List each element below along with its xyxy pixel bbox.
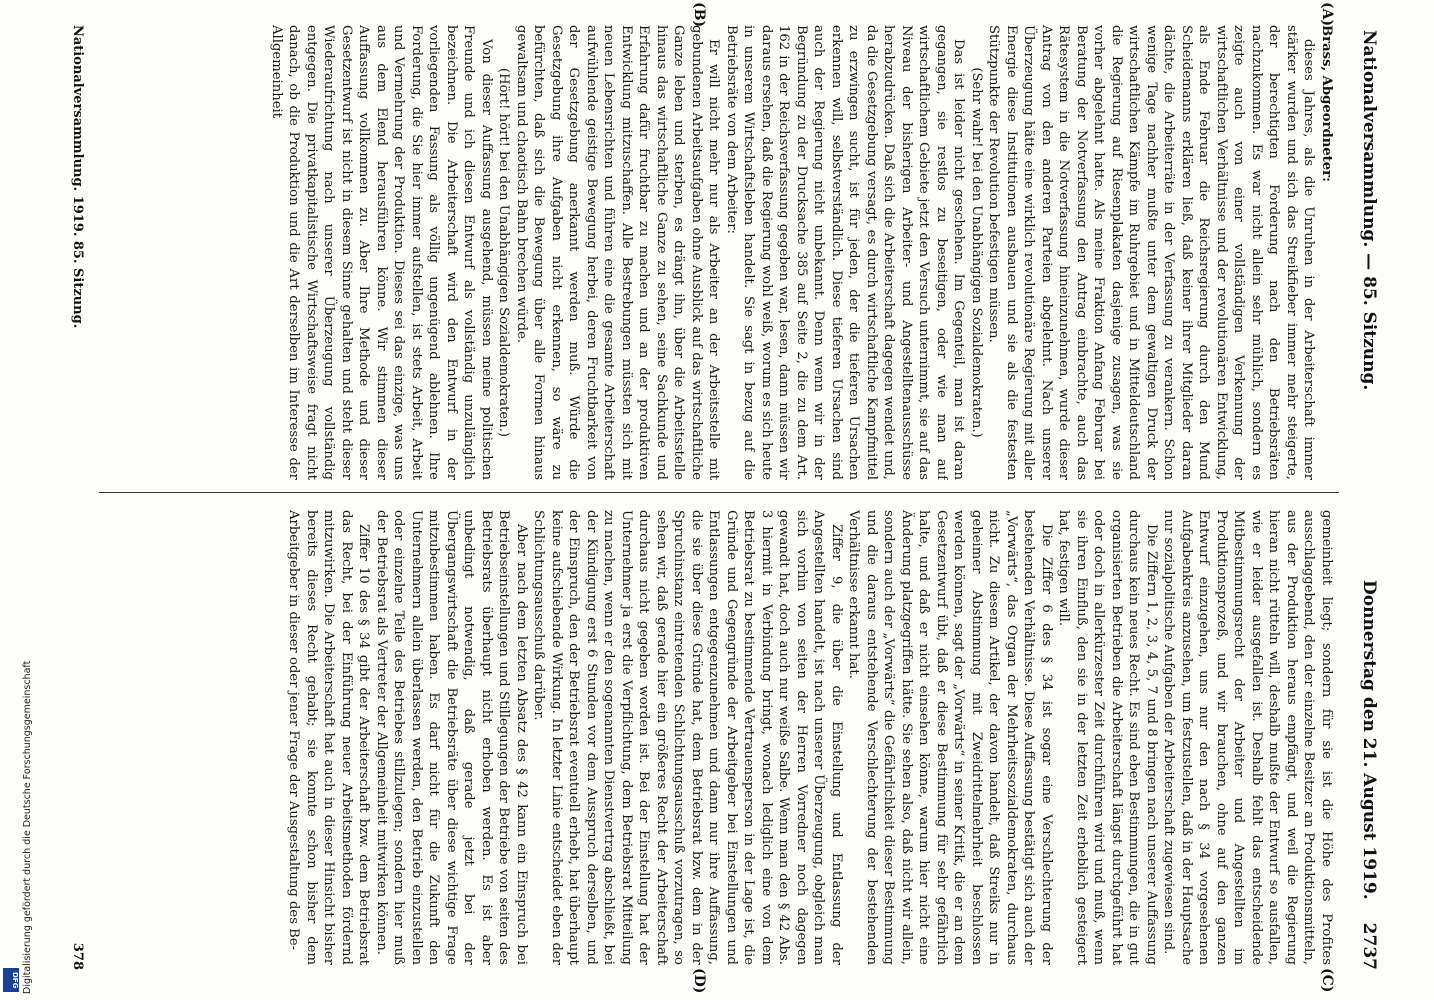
dfg-logo: DFG (3, 968, 19, 992)
paragraph: gemeinheit liegt; sondern für sie ist die Höhe des Profites ausschlaggebend, den der einzelne Besitzer an Produktionsmitteln, aus der Produktion heraus empfängt, und weil die Regierung hieran nicht rütteln will, deshalb mußte der Entwurf so ausfallen, wie er leider ausgefallen ist. Deshalb fehlt das entscheidende Mitbestimmungsrecht der Arbeiter und Angestellten im Produktionsprozeß, und wir brauchen, ohne auf den ganzen Entwurf einzugehen, uns nur den nach § 34 vorgesehenen Aufgabenkreis anzusehen, um festzustellen, daß in der Hauptsache nur sozialpolitische Aufgaben der Arbeiterschaft zugewiesen sind. (1161, 510, 1334, 965)
paragraph: Ziffer 9, die über die Einstellung und Entlassung der Angestellten handelt, ist nach unserer Überzeugung, obgleich man sich vorhin von seiten der Herren Vorredner noch dagegen gewandt hat, doch auch nur weiße Salbe. Wenn man den § 42 Abs. 3 hiermit in Verbindung bringt, wonach lediglich eine von dem Betriebsrat zu bestimmende Vertrauensperson in der Lage ist, die Gründe und Gegengründe der Arbeitgeber bei Einstellungen und Entlassungen entgegenzunehmen und dann nur ihre Auffassung, die sie über diese Gründe hat, dem Betriebsrat bzw. dem in der Spruchinstanz eintretenden Schlichtungsausschuß vorzutragen, so sehen wir, daß gerade hier ein größeres Recht der Arbeiterschaft durchaus nicht gegeben worden ist. Bei der Einstellung hat der Unternehmer ja erst die Verpflichtung, dem Betriebsrat Mitteilung zu machen, wenn er den sogenannten Dienstvertrag abschließt, bei der Kündigung erst 6 Stunden vor dem Ausspruch derselben, und der Einspruch, den der Betriebsrat eventuell erhebt, hat überhaupt keine aufschiebende Wirkung. In letzter Linie entscheidet eben der Schlichtungsausschuß darüber. (531, 510, 844, 965)
margin-marker-b: (B) (691, 2, 707, 28)
paragraph: Aber nach dem letzten Absatz des § 42 kann ein Einspruch bei Betriebseinstellungen und Stillegungen der Betriebe von seiten des Betriebsrats überhaupt nicht erhoben werden. Es ist aber unbedingt notwendig, daß gerade jetzt bei der Übergangswirtschaft die Betriebsräte über diese wichtige Frage mitzubestimmen haben. Es darf nicht für die Zukunft den Unternehmern allein überlassen werden, den Betrieb einzustellen oder einzelne Teile des Betriebes stillzulegen; sondern hier muß der Betriebsrat als Vertreter der Allgemeinheit mitwirken können. (374, 510, 529, 965)
left-column (95, 25, 1335, 480)
paragraph: Die Ziffer 6 des § 34 ist sogar eine Verschlechterung der bestehenden Verhältnisse. Diese Auffassung bestätigt sich auch der „Vorwärts“, das Organ der Mehrheitssozialdemokraten, durchaus nicht. Zu diesem Artikel, der davon handelt, daß Streiks nur in geheimer Abstimmung mit Zweidrittelmehrheit beschlossen werden können, sagt der „Vorwärts“ in seiner Kritik, die er an dem Gesetzentwurf übt, daß er diese Bestimmung für sehr gefährlich halte, und daß er nicht einsehen könne, warum hier nicht eine Änderung platzgegriffen hätte. Sie sehen also, daß nicht wir allein, sondern auch der „Vorwärts“ die Gefährlichkeit dieser Bestimmung und die daraus entstehende Verschlechterung der bestehenden Verhältnisse erkannt hat. (846, 510, 1054, 965)
footer-page-number: 378 (70, 942, 85, 970)
right-column (95, 510, 1335, 965)
paragraph: Die Ziffern 1, 2, 3, 4, 5, 7 und 8 bringen nach unserer Auffassung durchaus kein neues Recht. Es sind eben Bestimmungen, die in gut organisierten Betrieben die Arbeiterschaft längst durchgeführt hat oder doch in allerkürzester Zeit durchführen wird und muß, wenn sie ihren Einfluß, den sie in der letzten Zeit erheblich gesteigert hat, festigen will. (1056, 510, 1159, 965)
page-header (1347, 20, 1387, 980)
rotated-page-content (35, 0, 1387, 1000)
funding-credit: Digitalisierung gefördert durch die Deutsche Forschungsgemeinschaft (22, 660, 33, 994)
interjection: (Sehr wahr! bei den Unabhängigen Sozialdemokraten.) (969, 67, 984, 438)
page-number: 2737 (1359, 922, 1379, 970)
column-divider (99, 492, 1339, 493)
paragraph: Von dieser Auffassung ausgehend, müssen meine politischen Freunde und ich diesen Entwurf als vollständig unzulänglich bezeichnen. Die Arbeiterschaft wird den Entwurf in der vorliegenden Fassung als völlig ungenügend ablehnen. Ihre Forderung, die Sie hier immer aufstellen, ist stets Arbeit, Arbeit und Vermehrung der Produktion. Dieses sei das einzige, was uns aus dem Elend herausführen könne. Wir stimmen dieser Auffassung vollkommen zu. Aber Ihre Methode und dieser Gesetzentwurf ist nicht in diesem Sinne gehalten und steht dieser Wiederaufrichtung nach unserer Überzeugung vollständig entgegen. Die privatkapitalistische Wirtschaftsweise fragt nicht danach, ob die Produktion und die Art derselben im Interesse der Allgemeinheit (269, 25, 494, 480)
paragraph: Das ist leider nicht geschehen. Im Gegenteil, man ist daran gegangen, sie restlos zu beseitigen, oder wie man auf wirtschaftlichem Gebiete jetzt den Versuch unternimmt, sie auf das Niveau der bisherigen Arbeiter- und Angestelltenausschüsse herabzudrücken. Daß sich die Arbeiterschaft dagegen wendet und, da die Gesetzgebung versagt, es durch wirtschaftliche Kampfmittel zu erzwingen sucht, ist für jeden, der die tieferen Ursachen erkennen will, selbstverständlich. Diese tieferen Ursachen sind auch der Regierung nicht unbekannt. Denn wenn wir in der Begründung zu der Drucksache 385 auf Seite 2, die zu dem Art. 162 in der Reichsverfassung gegeben war, lesen, dann müssen wir daraus ersehen, daß die Regierung wohl weiß, worum es sich heute in unserem Wirtschaftsleben handelt. Sie sagt in bezug auf die Betriebsräte von dem Arbeiter: (724, 25, 967, 480)
speaker-label: Brass, Abgeordneter: (1319, 25, 1334, 182)
footer-left: Nationalversammlung. 1919. 85. Sitzung. (70, 25, 85, 329)
margin-marker-d: (D) (691, 968, 707, 994)
header-left-title: Nationalversammlung. — 85. Sitzung. (1359, 30, 1379, 391)
margin-marker-a: (A) (1319, 2, 1335, 27)
paragraph: dieses Jahres, als die Unruhen in der Arbeiterschaft immer stärker wurden und sich das Streikfieber immer mehr steigerte, der berechtigten Forderung nach den Betriebsräten nachzukommen. Es war nicht allein sehr mühlich, sondern es zeigte auch von einer vollständigen Verkennung der wirtschaftlichen Verhältnisse und der revolutionären Entwicklung, als Ende Februar die Reichsregierung durch den Mund Scheidemanns erklären ließ, daß keiner ihrer Mitglieder daran dächte, die Arbeiterräte in der Verfassung zu verankern. Schon wenige Tage nachher mußte unter dem gewaltigen Druck der wirtschaftlichen Kämpfe im Ruhrgebiet und in Mitteldeutschland die Regierung auf Riesenplakaten dasjenige zusagen, was sie vorher abgelehnt hatte. Als meine Fraktion Anfang Februar bei Beratung der Notverfassung den Antrag einbrachte, auch das Rätesystem in die Notverfassung hineinzunehmen, wurde dieser Antrag von den anderen Parteien abgelehnt. Nach unserer Überzeugung hätte eine wirklich revolutionäre Regierung mit aller Energie diese Institutionen ausbauen und sie als die festesten Stützpunkte der Revolution befestigen müssen. (986, 25, 1317, 480)
page-footer (63, 25, 85, 975)
quotation: Er will nicht mehr nur als Arbeiter an der Arbeitsstelle mit gebundenen Arbeitsaufgaben ohne Ausblick auf das wirtschaftliche Ganze leben und sterben, es drängt ihn, über die Arbeitsstelle hinaus das wirtschaftliche Ganze zu sehen, seine Sachkunde und Erfahrung dafür fruchtbar zu machen und an der produktiven Entwicklung mitzuschaffen. Alle Bestrebungen müssten sich mit neuen Lebensrichten und führen eine die gesamte Arbeiterschaft aufwühlende geistige Bewegung herbei, deren Fruchtbarkeit von der Gesetzgebung anerkannt werden muß. Würde die Gesetzgebung ihre Aufgaben nicht erkennen, so wäre zu befürchten, daß sich die Bewegung über alle Formen hinaus gewaltsam und chaotisch Bahn brechen würde. (514, 25, 722, 480)
interjection: (Hört! hört! bei den Unabhängigen Sozialdemokraten.) (496, 67, 512, 438)
header-right-title: Donnerstag den 21. August 1919. (1359, 580, 1379, 900)
margin-marker-c: (C) (1319, 968, 1335, 993)
digitization-sidebar (0, 0, 33, 1000)
paragraph: Ziffer 10 des § 34 gibt der Arbeiterschaft bzw. dem Betriebsrat das Recht, bei der Einführung neuer Arbeitsmethoden fördernd mitzuwirken. Die Arbeiterschaft hat auch in dieser Hinsicht bisher bereits dieses Recht gehabt; sie konnte schon bisher dem Arbeitgeber in dieser oder jener Frage der Ausgestaltung des Be- (286, 510, 372, 965)
